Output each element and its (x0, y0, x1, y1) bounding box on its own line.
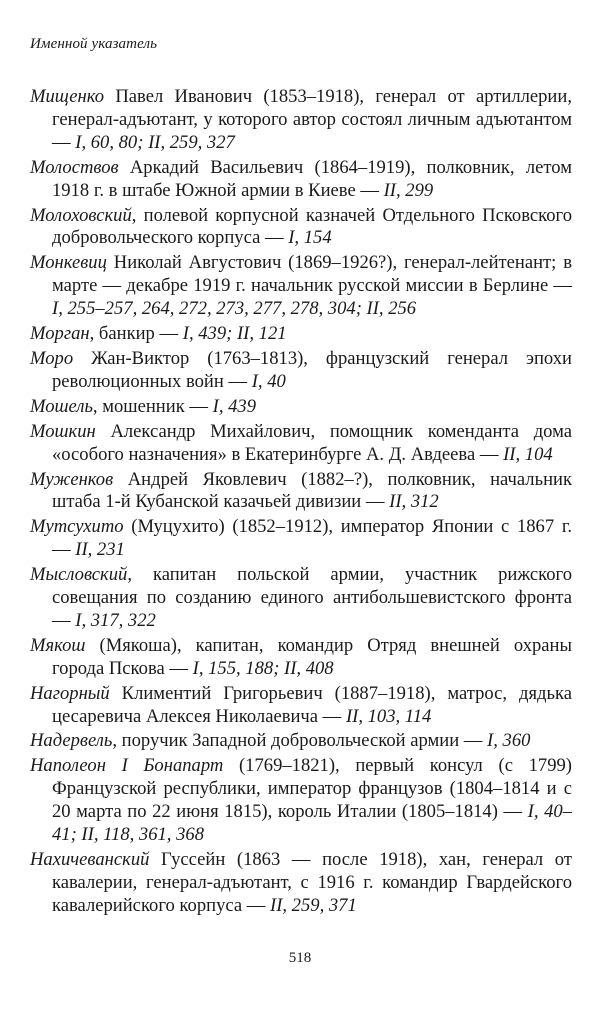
entry-refs: II, 104 (503, 443, 553, 465)
entry-text: Андрей Яковлевич (1882–?), полковник, начальник штаба 1-й Кубанской казачьей дивизии — (52, 468, 572, 513)
entry-text: Жан-Виктор (1763–1813), французский генерал эпохи революционных войн — (52, 347, 572, 392)
entry-name: Молоховский (30, 204, 132, 226)
entry-text: (Мякоша), капитан, командир Отряд внешней охраны города Пскова — (52, 634, 572, 679)
index-entry (30, 469, 572, 515)
index-entry (30, 205, 572, 251)
index-entry (30, 348, 572, 394)
index-entry (30, 252, 572, 321)
entry-name: Мошкин (30, 420, 96, 442)
entry-name: Молоствов (30, 156, 119, 178)
index-entry (30, 730, 572, 753)
index-entry (30, 421, 572, 467)
entry-name: Морган (30, 323, 90, 345)
entry-refs: I, 40–41; II, 118, 361, 368 (52, 801, 572, 846)
entry-name: Нагорный (30, 682, 110, 704)
entry-name: Мутсухито (30, 516, 124, 538)
index-entry (30, 157, 572, 203)
entry-text: , банкир — (89, 323, 183, 345)
entry-refs: I, 155, 188; II, 408 (192, 657, 334, 679)
entry-text: Гуссейн (1863 — после 1918), хан, генерал от кавалерии, генерал-адъютант, с 1916 г. командир Гвардейского кавалерийского корпуса — (52, 849, 572, 916)
entry-refs: I, 60, 80; II, 259, 327 (75, 131, 235, 153)
entry-name: Монкевиц (30, 252, 107, 274)
entry-text: , мошенник — (92, 395, 213, 417)
index-entry (30, 849, 572, 918)
running-head: Именной указатель (30, 36, 158, 52)
page-number: 518 (288, 950, 312, 966)
index-entry (30, 396, 572, 419)
entry-refs: II, 103, 114 (345, 705, 432, 727)
entry-name: Мищенко (30, 86, 105, 107)
index-entry (30, 86, 572, 155)
entry-refs: I, 40 (251, 370, 286, 392)
entry-text: (Муцухито) (1852–1912), император Японии с 1867 г. — (52, 516, 572, 561)
entry-refs: I, 439 (212, 395, 257, 417)
index-entry (30, 755, 572, 847)
entry-name: Мякош (30, 634, 86, 656)
entry-refs: I, 360 (487, 730, 531, 752)
entry-name: Моро (30, 347, 74, 369)
index-entry (30, 683, 572, 729)
entry-text: , капитан польской армии, участник рижского совещания по созданию единого антибольшевистского фронта — (52, 564, 572, 631)
entry-text: (1769–1821), первый консул (с 1799) Французской республики, император французов (1804–1814 и с 20 марта по 22 июня 1815), король Италии (1805–1814) — (52, 755, 572, 823)
entry-refs: II, 259, 371 (270, 894, 357, 916)
entry-name: Нахичеванский (30, 849, 150, 870)
entry-refs: I, 154 (288, 227, 332, 249)
entry-refs: I, 439; II, 121 (182, 323, 287, 345)
entry-name: Мошель (30, 395, 93, 417)
entry-text: Николай Августович (1869–1926?), генерал-лейтенант; в марте — декабре 1919 г. начальник русской миссии в Берлине — (52, 252, 572, 297)
index-entry (30, 516, 572, 562)
entry-text: Павел Иванович (1853–1918), генерал от артиллерии, генерал-адъютант, у которого автор состоял личным адъютантом — (52, 86, 572, 153)
entry-text: Александр Михайлович, помощник коменданта дома «особого назначения» в Екатеринбурге А. Д. Авдеева — (52, 420, 572, 465)
entry-name: Муженков (30, 468, 114, 490)
entry-name: Наполеон I Бонапарт (30, 755, 224, 777)
entry-refs: II, 231 (75, 539, 125, 561)
entry-refs: I, 317, 322 (75, 609, 156, 631)
entry-refs: II, 299 (383, 179, 434, 201)
index-entry (30, 635, 572, 681)
entry-refs: I, 255–257, 264, 272, 273, 277, 278, 304; II, 256 (52, 298, 417, 320)
entry-name: Надервель (30, 730, 113, 752)
index-entry (30, 564, 572, 633)
index-entry (30, 323, 572, 346)
index-entries (30, 86, 572, 920)
entry-text: , полевой корпусной казначей Отдельного Псковского добровольческого корпуса — (52, 204, 572, 249)
entry-text: Климентий Григорьевич (1887–1918), матрос, дядька цесаревича Алексея Николаевича — (52, 682, 572, 727)
entry-text: , поручик Западной добровольческой армии — (112, 730, 488, 752)
entry-refs: II, 312 (389, 491, 439, 513)
entry-name: Мысловский (30, 564, 128, 586)
entry-text: Аркадий Васильевич (1864–1919), полковник, летом 1918 г. в штабе Южной армии в Киеве — (52, 156, 572, 201)
